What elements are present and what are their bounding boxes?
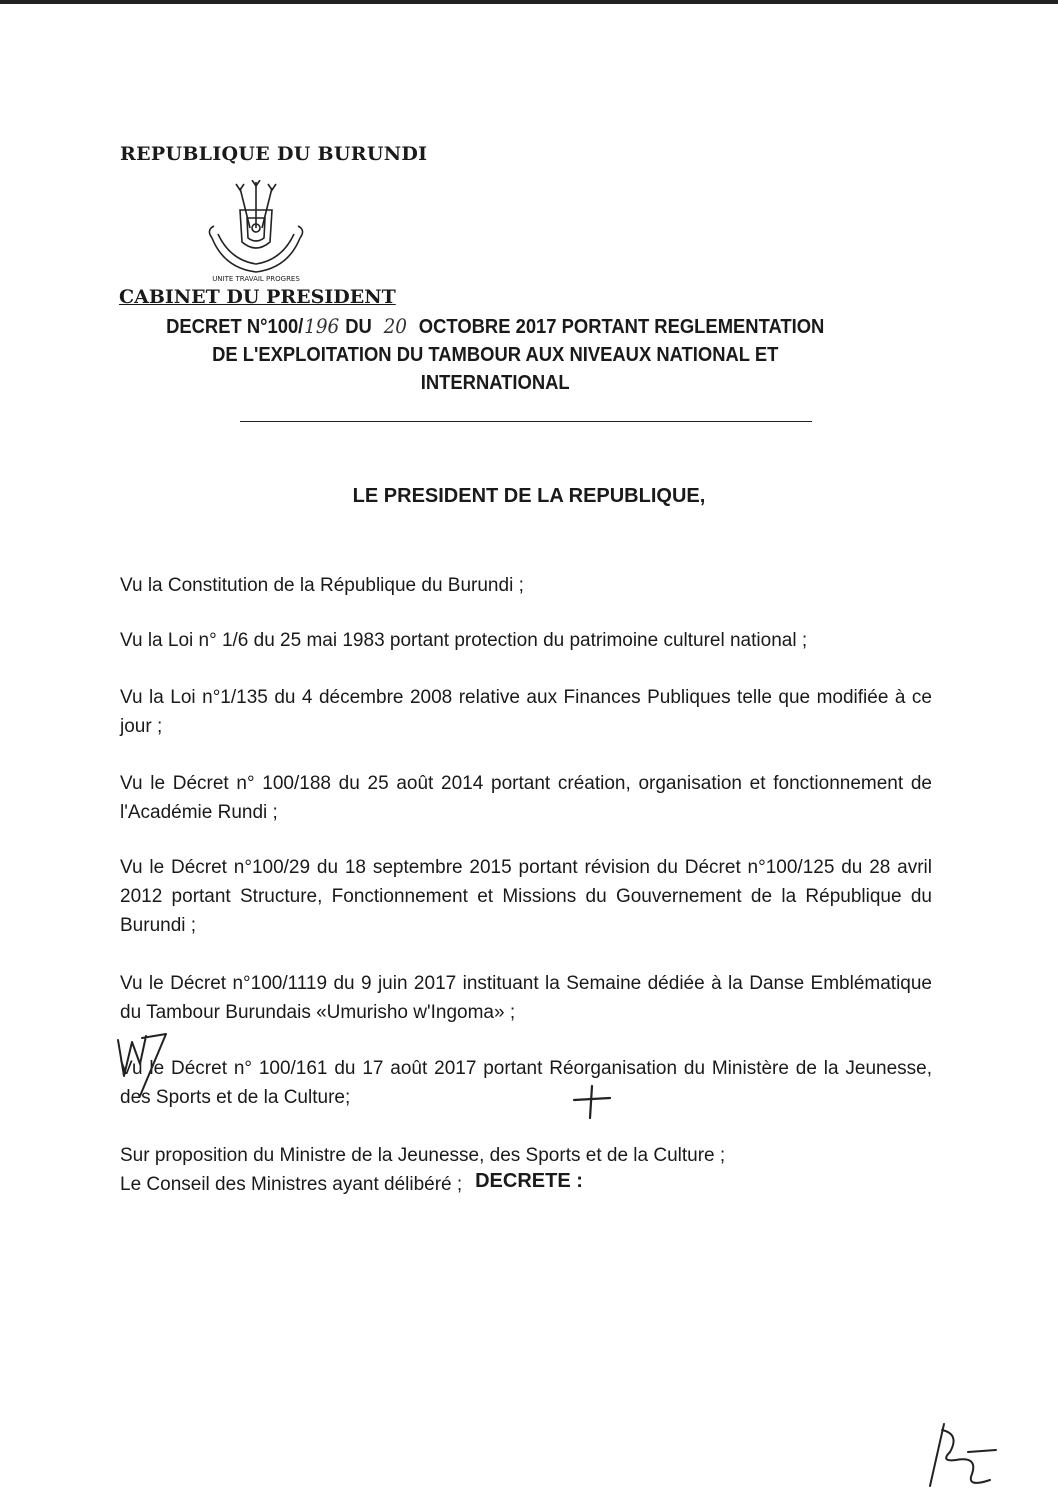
title-divider [240,421,812,422]
initials-signature-left [110,1028,180,1100]
consideration-1: Vu la Constitution de la République du Burundi ; [120,575,524,596]
consideration-7: Vu le Décret n° 100/161 du 17 août 2017 portant Réorganisation du Ministère de la Jeunesse, des Sports et de la Culture; [120,1058,932,1108]
decree-du: DU [340,316,377,338]
consideration-2: Vu la Loi n° 1/6 du 25 mai 1983 portant protection du patrimoine culturel national ; [120,630,808,651]
decrete-heading: DECRETE : [475,1170,583,1192]
consideration-4: Vu le Décret n° 100/188 du 25 août 2014 portant création, organisation et fonctionnement de l'Académie Rundi ; [120,773,932,823]
handwritten-decree-number: 196 [304,314,340,338]
republic-heading: REPUBLIQUE DU BURUNDI [120,143,428,165]
decree-number-prefix: DECRET N°100/ [166,316,304,338]
decree-title [118,312,872,397]
decree-title-line-3: INTERNATIONAL [420,372,570,394]
consideration-5: Vu le Décret n°100/29 du 18 septembre 2015 portant révision du Décret n°100/125 du 28 avril 2012 portant Structure, Fonctionnement et Missions du Gouvernement de la République du Burundi ; [120,857,932,936]
cabinet-heading: CABINET DU PRESIDENT [119,286,396,308]
council-line: Le Conseil des Ministres ayant délibéré ; [120,1174,463,1195]
page-top-edge [0,0,1058,4]
proposal-line: Sur proposition du Ministre de la Jeunesse, des Sports et de la Culture ; [120,1145,726,1166]
consideration-3: Vu la Loi n°1/135 du 4 décembre 2008 relative aux Finances Publiques telle que modifiée à ce jour ; [120,687,932,737]
initials-mark-center [570,1082,614,1122]
initials-signature-right [920,1420,1010,1492]
emblem-motto: UNITE TRAVAIL PROGRES [212,275,300,283]
handwritten-decree-day: 20 [383,314,407,338]
president-heading: LE PRESIDENT DE LA REPUBLIQUE, [352,485,706,507]
decree-title-rest: OCTOBRE 2017 PORTANT REGLEMENTATION [413,316,825,338]
decree-title-line-2: DE L'EXPLOITATION DU TAMBOUR AUX NIVEAUX NATIONAL ET [212,344,779,366]
coat-of-arms-emblem [200,180,312,285]
consideration-6: Vu le Décret n°100/1119 du 9 juin 2017 instituant la Semaine dédiée à la Danse Emblématique du Tambour Burundais «Umurisho w'Ingoma» ; [120,973,932,1023]
decree-title-line-1 [118,312,872,341]
